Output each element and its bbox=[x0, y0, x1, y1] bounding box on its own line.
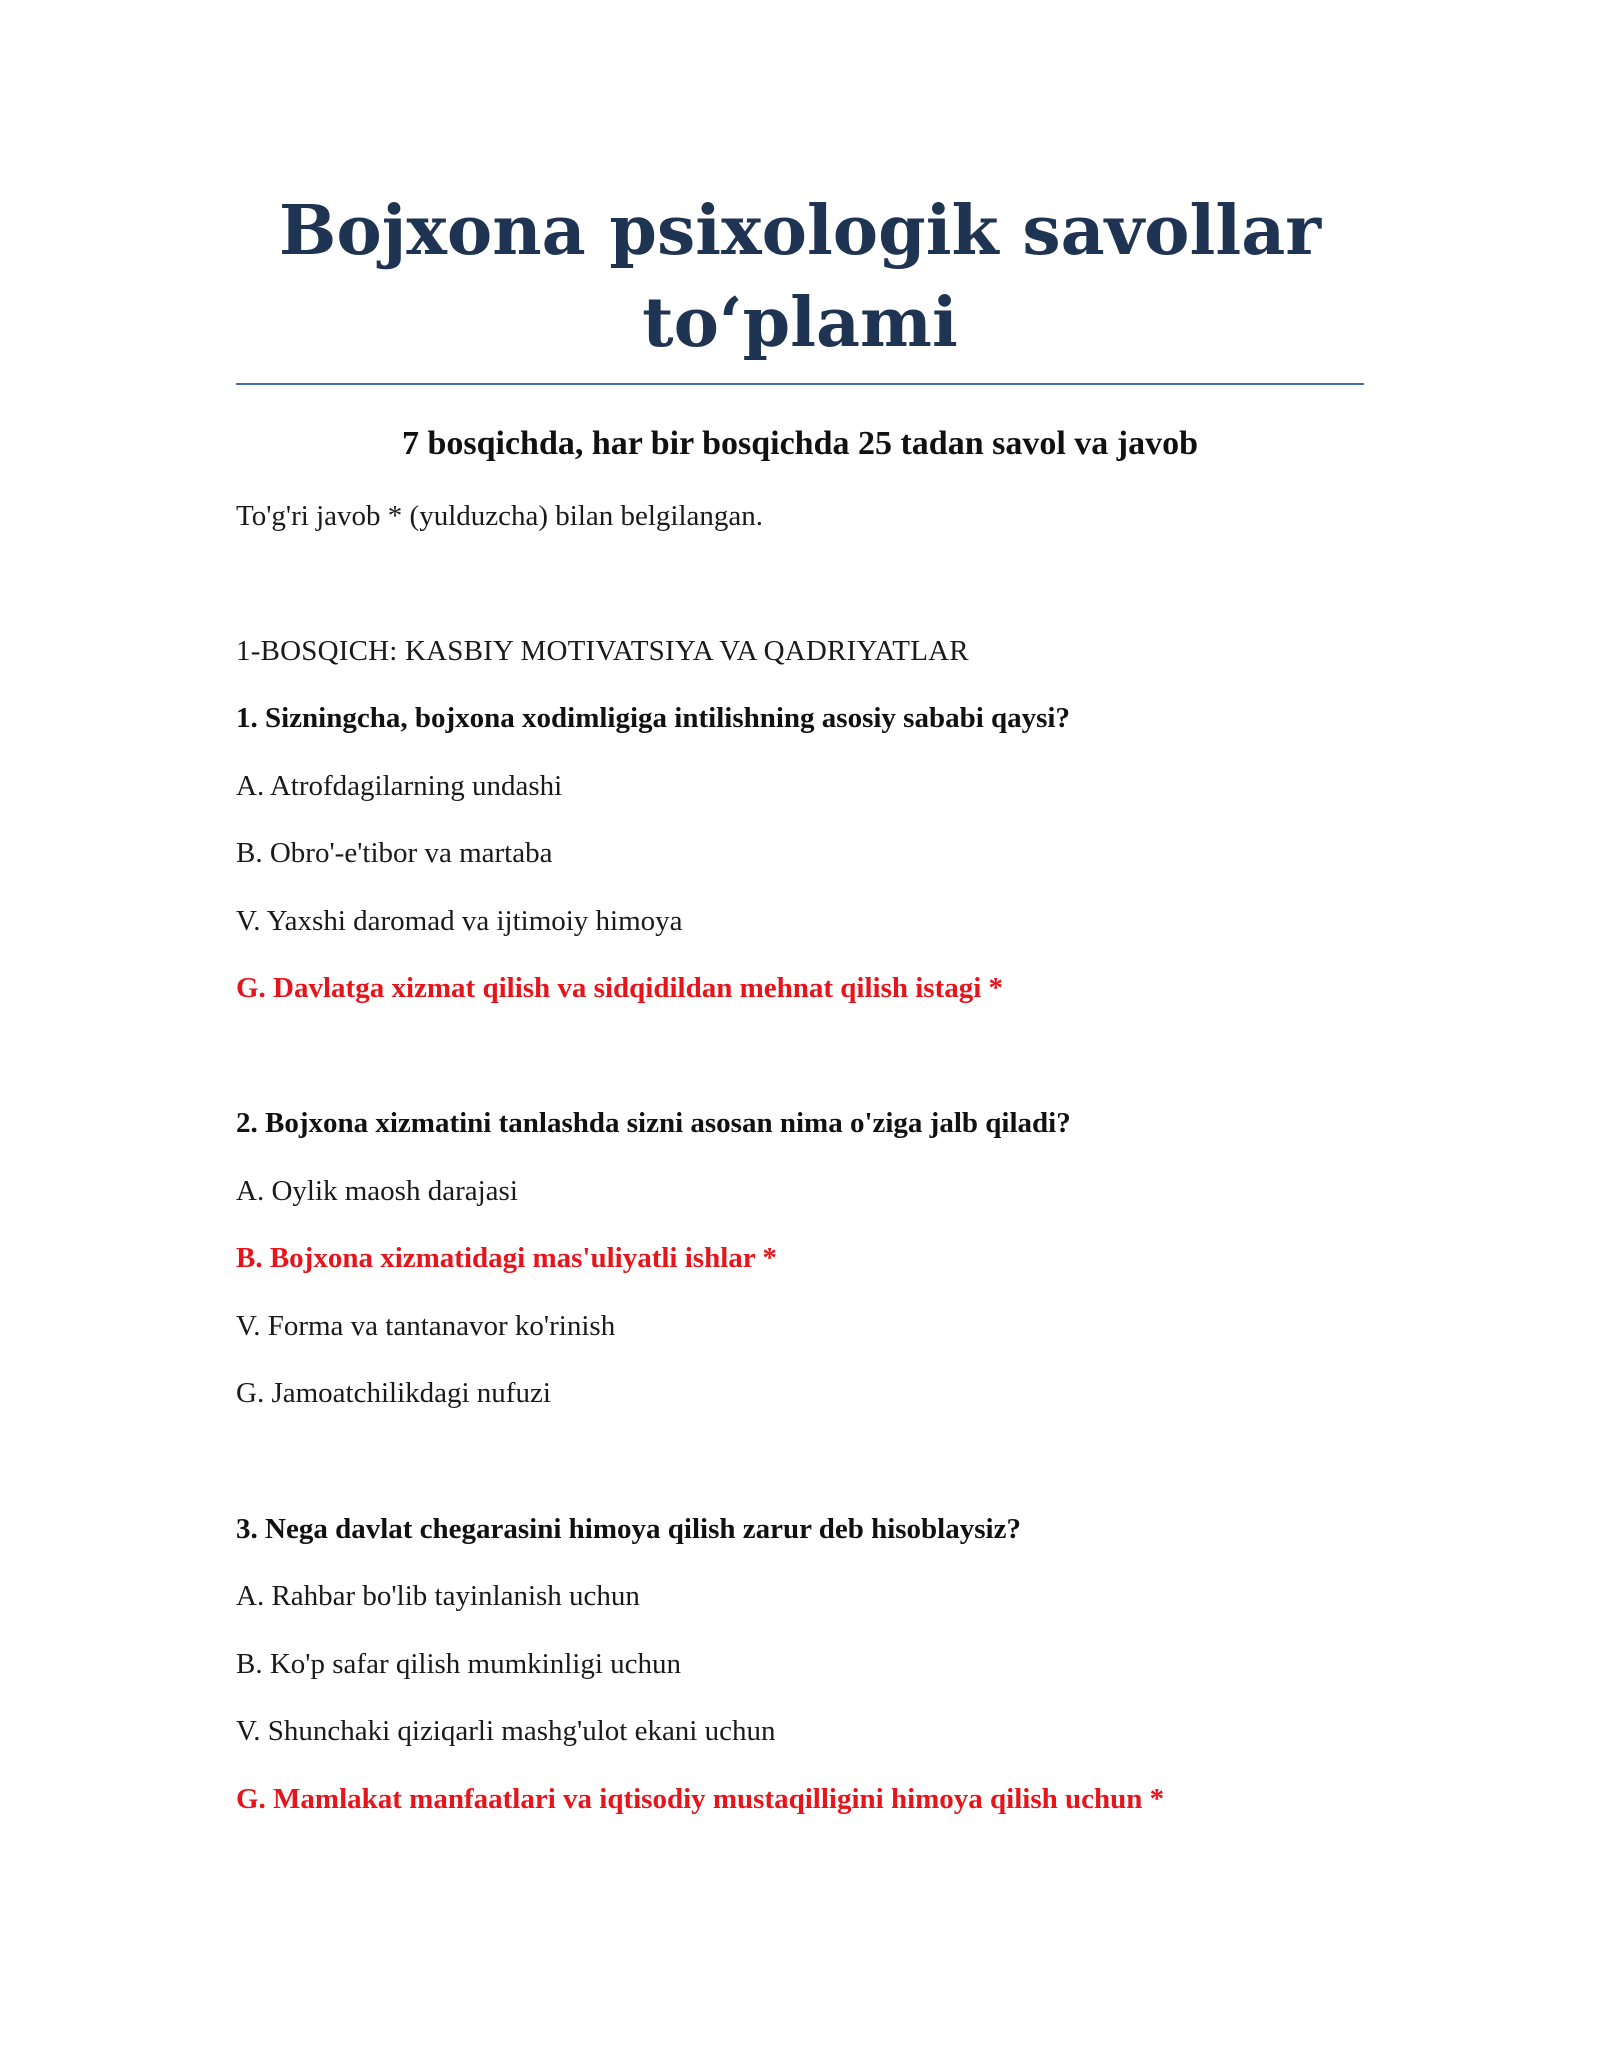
title-line-1: Bojxona psixologik savollar bbox=[278, 191, 1322, 271]
question-3-option-g-correct: G. Mamlakat manfaatlari va iqtisodiy mustaqilligini himoya qilish uchun * bbox=[236, 1783, 1165, 1815]
question-3-option-v: V. Shunchaki qiziqarli mashg'ulot ekani uchun bbox=[236, 1715, 776, 1747]
question-1-option-a: A. Atrofdagilarning undashi bbox=[236, 770, 563, 802]
question-2-option-v: V. Forma va tantanavor ko'rinish bbox=[236, 1310, 616, 1342]
question-1-option-b: B. Obro'-e'tibor va martaba bbox=[236, 837, 553, 869]
question-1-option-v: V. Yaxshi daromad va ijtimoiy himoya bbox=[236, 905, 683, 937]
question-2-option-g: G. Jamoatchilikdagi nufuzi bbox=[236, 1377, 551, 1409]
question-2-text: 2. Bojxona xizmatini tanlashda sizni asosan nima o'ziga jalb qiladi? bbox=[236, 1107, 1071, 1139]
document-subtitle: 7 bosqichda, har bir bosqichda 25 tadan savol va javob bbox=[401, 425, 1199, 462]
answer-key-note: To'g'ri javob * (yulduzcha) bilan belgilangan. bbox=[236, 500, 764, 532]
question-1-option-g-correct: G. Davlatga xizmat qilish va sidqidildan mehnat qilish istagi * bbox=[236, 972, 1004, 1004]
title-line-2: to‘plami bbox=[642, 283, 958, 363]
document-title bbox=[236, 185, 1364, 369]
question-2-option-b-correct: B. Bojxona xizmatidagi mas'uliyatli ishlar * bbox=[236, 1242, 777, 1274]
question-1-text: 1. Sizningcha, bojxona xodimligiga intilishning asosiy sababi qaysi? bbox=[236, 702, 1070, 734]
question-3-option-a: A. Rahbar bo'lib tayinlanish uchun bbox=[236, 1580, 640, 1612]
question-3-text: 3. Nega davlat chegarasini himoya qilish zarur deb hisoblaysiz? bbox=[236, 1513, 1021, 1545]
title-divider bbox=[236, 383, 1364, 385]
question-3-option-b: B. Ko'p safar qilish mumkinligi uchun bbox=[236, 1648, 682, 1680]
question-2-option-a: A. Oylik maosh darajasi bbox=[236, 1175, 518, 1207]
section-heading: 1-BOSQICH: KASBIY MOTIVATSIYA VA QADRIYATLAR bbox=[236, 635, 969, 667]
